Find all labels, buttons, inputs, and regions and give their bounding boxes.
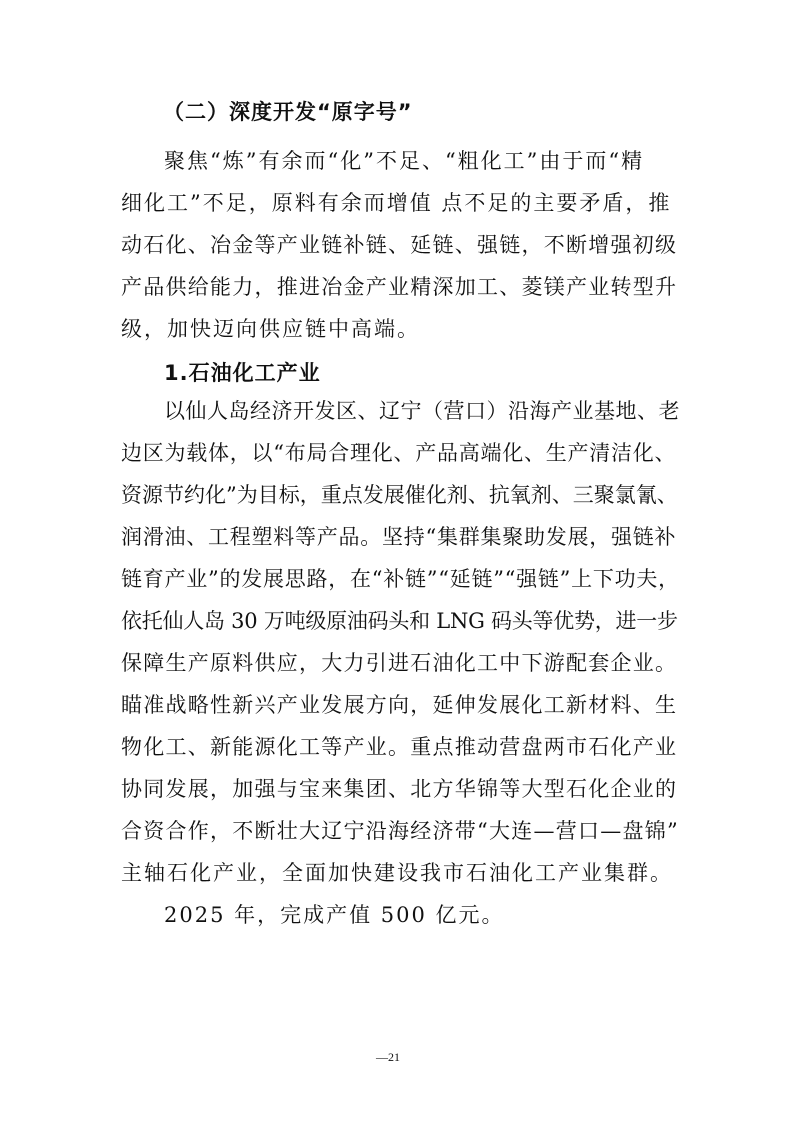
- page-number: —21: [376, 1050, 400, 1064]
- paragraph-2-line-2: 边区为载体，以“布局合理化、产品高端化、生产清洁化、: [121, 441, 677, 465]
- paragraph-2-line-10: 协同发展，加强与宝来集团、北方华锦等大型石化企业的: [121, 777, 678, 801]
- subsection-heading: 1.石油化工产业: [164, 361, 321, 385]
- paragraph-2-line-5: 链育产业”的发展思路，在“补链”“延链”“强链”上下功夫，: [121, 567, 680, 591]
- paragraph-2-line-11: 合资合作，不断壮大辽宁沿海经济带“大连—营口—盘锦”: [121, 819, 679, 843]
- section-heading: （二）深度开发“原字号”: [163, 100, 413, 124]
- paragraph-2-line-3: 资源节约化”为目标，重点发展催化剂、抗氧剂、三聚氯氰、: [121, 483, 678, 507]
- paragraph-1-line-2: 细化工”不足，原料有余而增值 点不足的主要矛盾，推: [121, 191, 672, 215]
- paragraph-1-line-4: 产品供给能力，推进冶金产业精深加工、菱镁产业转型升: [121, 275, 678, 299]
- paragraph-1-line-1: 聚焦“炼”有余而“化”不足、“粗化工”由于而“精: [164, 149, 645, 173]
- paragraph-1-line-5: 级，加快迈向供应链中高端。: [121, 317, 420, 341]
- paragraph-2-line-8: 瞄准战略性新兴产业发展方向，延伸发展化工新材料、生: [121, 693, 678, 717]
- paragraph-3-line-1: 2025 年，完成产值 500 亿元。: [164, 903, 505, 927]
- paragraph-2-line-4: 润滑油、工程塑料等产品。坚持“集群集聚助发展，强链补: [121, 525, 677, 549]
- paragraph-2-line-12: 主轴石化产业，全面加快建设我市石油化工产业集群。: [121, 861, 673, 885]
- paragraph-2-line-6: 依托仙人岛 30 万吨级原油码头和 LNG 码头等优势，进一步: [121, 609, 678, 633]
- paragraph-2-line-7: 保障生产原料供应，大力引进石油化工中下游配套企业。: [121, 651, 678, 675]
- paragraph-1-line-3: 动石化、冶金等产业链补链、延链、强链，不断增强初级: [121, 233, 678, 257]
- paragraph-2-line-1: 以仙人岛经济开发区、辽宁（营口）沿海产业基地、老: [164, 399, 680, 423]
- paragraph-2-line-9: 物化工、新能源化工等产业。重点推动营盘两市石化产业: [121, 735, 678, 759]
